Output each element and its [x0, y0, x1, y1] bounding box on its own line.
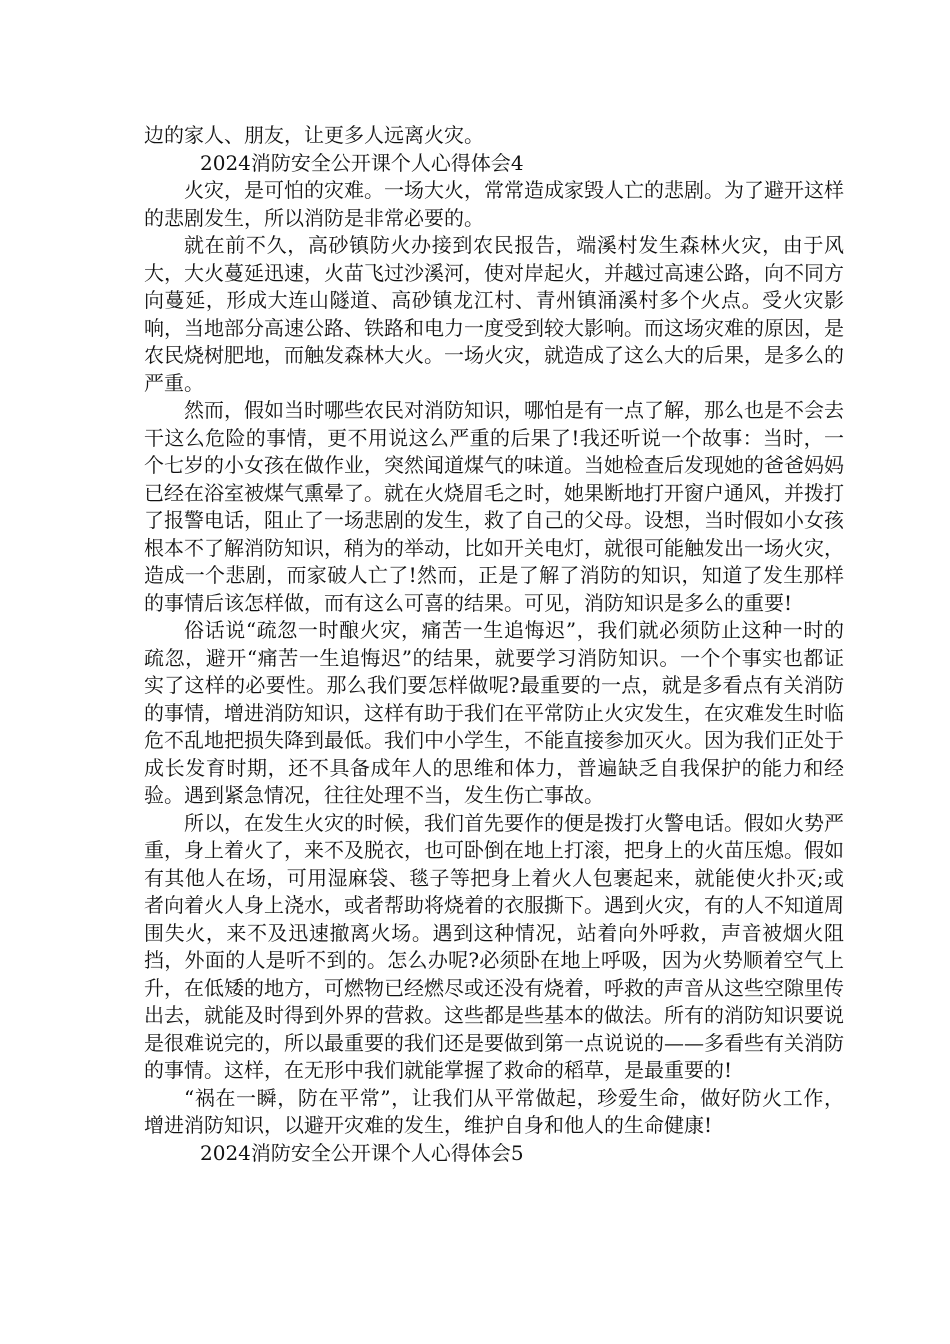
- paragraph: 所以，在发生火灾的时候，我们首先要作的便是拨打火警电话。假如火势严重，身上着火了，来不及脱衣，也可卧倒在地上打滚，把身上的火苗压熄。假如有其他人在场，可用湿麻袋、毯子等把身上着火人包裹起来，就能使火扑灭;或者向着火人身上浇水，或者帮助将烧着的衣服撕下。遇到火灾，有的人不知道周围失火，来不及迅速撤离火场。遇到这种情况，站着向外呼救，声音被烟火阻挡，外面的人是听不到的。怎么办呢?必须卧在地上呼吸，因为火势顺着空气上升，在低矮的地方，可燃物已经燃尽或还没有烧着，呼救的声音从这些空隙里传出去，就能及时得到外界的营救。这些都是些基本的做法。所有的消防知识要说是很难说完的，所以最重要的我们还是要做到第一点说说的——多看些有关消防的事情。这样，在无形中我们就能掌握了救命的稻草，是最重要的!: [144, 810, 844, 1082]
- paragraph-continuation: 边的家人、朋友，让更多人远离火灾。: [144, 123, 484, 147]
- paragraph: 然而，假如当时哪些农民对消防知识，哪怕是有一点了解，那么也是不会去干这么危险的事情，更不用说这么严重的后果了!我还听说一个故事：当时，一个七岁的小女孩在做作业，突然闻道煤气的味道。当她检查后发现她的爸爸妈妈已经在浴室被煤气熏晕了。就在火烧眉毛之时，她果断地打开窗户通风，并拨打了报警电话，阻止了一场悲剧的发生，救了自己的父母。设想，当时假如小女孩根本不了解消防知识，稍为的举动，比如开关电灯，就很可能触发出一场火灾，造成一个悲剧，而家破人亡了!然而，正是了解了消防的知识，知道了发生那样的事情后该怎样做，而有这么可喜的结果。可见，消防知识是多么的重要!: [144, 398, 844, 615]
- paragraph: 就在前不久，高砂镇防火办接到农民报告，端溪村发生森林火灾，由于风大，大火蔓延迅速，火苗飞过沙溪河，使对岸起火，并越过高速公路，向不同方向蔓延，形成大连山隧道、高砂镇龙江村、青州镇涌溪村多个火点。受火灾影响，当地部分高速公路、铁路和电力一度受到较大影响。而这场灾难的原因，是农民烧树肥地，而触发森林大火。一场火灾，就造成了这么大的后果，是多么的严重。: [144, 233, 844, 395]
- paragraph: 火灾，是可怕的灾难。一场大火，常常造成家毁人亡的悲剧。为了避开这样的悲剧发生，所以消防是非常必要的。: [144, 178, 844, 230]
- section-heading-5: 2024消防安全公开课个人心得体会5: [200, 1140, 524, 1165]
- section-heading-4: 2024消防安全公开课个人心得体会4: [200, 150, 524, 175]
- document-page: [144, 122, 844, 1167]
- paragraph: 俗话说“疏忽一时酿火灾，痛苦一生追悔迟”，我们就必须防止这种一时的疏忽，避开“痛苦一生追悔迟”的结果，就要学习消防知识。一个个事实也都证实了这样的必要性。那么我们要怎样做呢?最重要的一点，就是多看点有关消防的事情，增进消防知识，这样有助于我们在平常防止火灾发生，在灾难发生时临危不乱地把损失降到最低。我们中小学生，不能直接参加灭火。因为我们正处于成长发育时期，还不具备成年人的思维和体力，普遍缺乏自我保护的能力和经验。遇到紧急情况，往往处理不当，发生伤亡事故。: [144, 618, 844, 807]
- paragraph: “祸在一瞬，防在平常”，让我们从平常做起，珍爱生命，做好防火工作，增进消防知识，以避开灾难的发生，维护自身和他人的生命健康!: [144, 1085, 844, 1137]
